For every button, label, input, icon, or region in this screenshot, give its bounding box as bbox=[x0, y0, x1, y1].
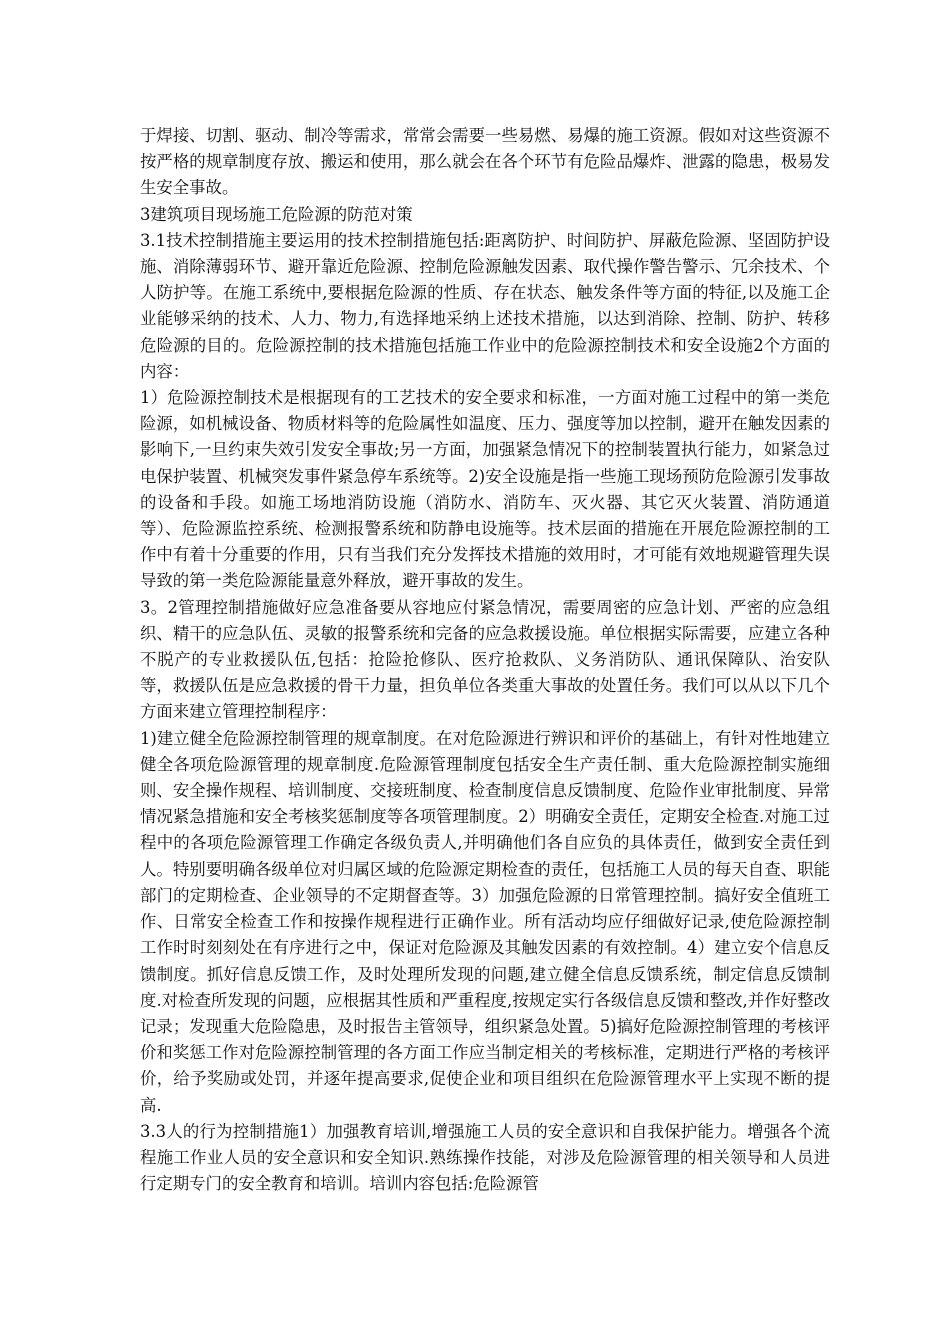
paragraph-3-1-technical-measures: 3.1技术控制措施主要运用的技术控制措施包括:距离防护、时间防护、屏蔽危险源、坚固防护设施、消除薄弱环节、避开靠近危险源、控制危险源触发因素、取代操作警告警示、冗余技术、个人防护等。在施工系统中,要根据危险源的性质、存在状态、触发条件等方面的特征,以及施工企业能够采纳的技术、人力、物力,有选择地采纳上述技术措施，以达到消除、控制、防护、转移危险源的目的。危险源控制的技术措施包括施工作业中的危险源控制技术和安全设施2个方面的内容： bbox=[140, 230, 830, 381]
paragraph-hazard-risk: 于焊接、切割、驱动、制冷等需求，常常会需要一些易燃、易爆的施工资源。假如对这些资源不按严格的规章制度存放、搬运和使用，那么就会在各个环节有危险品爆炸、泄露的隐患，极易发生安全事故。 bbox=[140, 126, 830, 198]
section-heading-3: 3建筑项目现场施工危险源的防范对策 bbox=[140, 204, 413, 224]
paragraph-3-3-behavior-measures: 3.3人的行为控制措施1）加强教育培训,增强施工人员的安全意识和自我保护能力。增强各个流程施工作业人员的安全意识和安全知识.熟练操作技能，对涉及危险源管理的相关领导和人员进行定期专门的安全教育和培训。培训内容包括:危险源管 bbox=[140, 1121, 830, 1194]
paragraph-3-2-management-measures: 3。2管理控制措施做好应急准备要从容地应付紧急情况，需要周密的应急计划、严密的应急组织、精干的应急队伍、灵敏的报警系统和完备的应急救援设施。单位根据实际需要，应建立各种不脱产的专业救援队伍,包括：抢险抢修队、医疗抢救队、义务消防队、通讯保障队、治安队等，救援队伍是应急救援的骨干力量，担负单位各类重大事故的处置任务。我们可以从以下几个方面来建立管理控制程序： bbox=[140, 597, 830, 722]
paragraph-management-procedures: 1)建立健全危险源控制管理的规章制度。在对危险源进行辨识和评价的基础上，有针对性地建立健全各项危险源管理的规章制度.危险源管理制度包括安全生产责任制、重大危险源控制实施细则、安全操作规程、培训制度、交接班制度、检查制度信息反馈制度、危险作业审批制度、异常情况紧急措施和安全考核奖惩制度等各项管理制度。2）明确安全责任，定期安全检查.对施工过程中的各项危险源管理工作确定各级负责人,并明确他们各自应负的具体责任，做到安全责任到人。特别要明确各级单位对归属区域的危险源定期检查的责任，包括施工人员的每天自查、职能部门的定期检查、企业领导的不定期督查等。3）加强危险源的日常管理控制。搞好安全值班工作、日常安全检查工作和按操作规程进行正确作业。所有活动均应仔细做好记录,使危险源控制工作时时刻刻处在有序进行之中，保证对危险源及其触发因素的有效控制。4）建立安个信息反馈制度。抓好信息反馈工作，及时处理所发现的问题,建立健全信息反馈系统，制定信息反馈制度.对检查所发现的问题，应根据其性质和严重程度,按规定实行各级信息反馈和整改,并作好整改记录；发现重大危险隐患，及时报告主管领导，组织紧急处置。5)搞好危险源控制管理的考核评价和奖惩工作对危险源控制管理的各方面工作应当制定相关的考核标准，定期进行严格的考核评价，给予奖励或处罚，并逐年提高要求,促使企业和项目组织在危险源管理水平上实现不断的提高. bbox=[140, 728, 830, 1115]
paragraph-technical-details: 1）危险源控制技术是根据现有的工艺技术的安全要求和标准，一方面对施工过程中的第一类危险源，如机械设备、物质材料等的危险属性如温度、压力、强度等加以控制，避开在触发因素的影响下,一旦约束失效引发安全事故;另一方面，加强紧急情况下的控制装置执行能力，如紧急过电保护装置、机械突发事件紧急停车系统等。2)安全设施是指一些施工现场预防危险源引发事故的设备和手段。如施工场地消防设施（消防水、消防车、灭火器、其它灭火装置、消防通道等）、危险源监控系统、检测报警系统和防静电设施等。技术层面的措施在开展危险源控制的工作中有着十分重要的作用，只有当我们充分发挥技术措施的效用时，才可能有效地规避管理失误导致的第一类危险源能量意外释放，避开事故的发生。 bbox=[140, 388, 830, 591]
document-body bbox=[140, 123, 830, 1197]
